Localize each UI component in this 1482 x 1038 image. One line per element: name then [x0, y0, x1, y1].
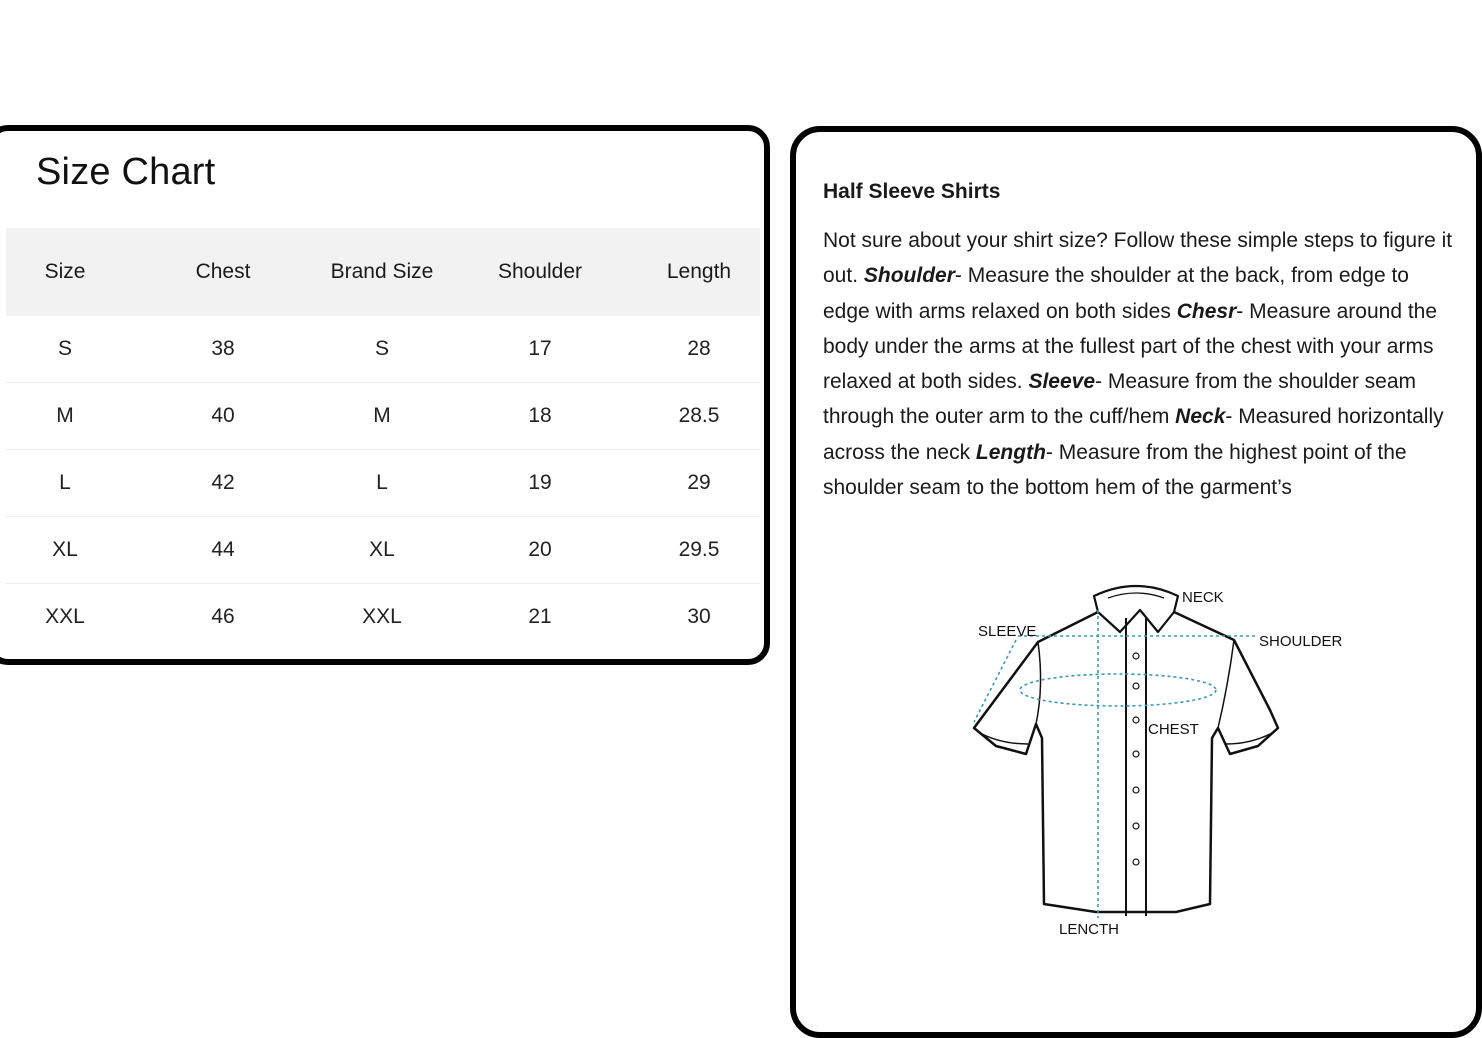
cell-size: XXL	[45, 605, 85, 628]
cell-length: 28.5	[638, 383, 760, 450]
step-text-neck: - Measured horizontally across the neck	[823, 405, 1444, 464]
diagram-label-neck: NECK	[1182, 589, 1224, 606]
cell-length: 29.5	[638, 517, 760, 584]
cell-brand-size: XL	[322, 517, 442, 584]
table-row	[6, 316, 760, 383]
step-term-sleeve: Sleeve	[1028, 370, 1096, 394]
cell-shoulder: 18	[442, 383, 638, 450]
cell-size: M	[6, 383, 124, 450]
step-text-length: - Measure from the highest point of the shoulder seam to the bottom hem of the garment’s	[823, 440, 1407, 500]
table-row	[6, 450, 760, 517]
cell-brand-size: XXL	[362, 605, 402, 628]
size-chart-table	[6, 228, 760, 650]
column-header-length: Length	[638, 228, 760, 316]
measurement-guide-card	[790, 126, 1482, 1038]
cell-length: 28	[638, 316, 760, 383]
column-header-chest: Chest	[124, 228, 322, 316]
cell-chest: 38	[124, 316, 322, 383]
cell-length: 29	[638, 450, 760, 517]
cell-size: L	[6, 450, 124, 517]
cell-size: XL	[6, 517, 124, 584]
table-row	[6, 517, 760, 584]
step-text-shoulder: - Measure the shoulder at the back, from edge to edge with arms relaxed on both sides	[823, 264, 1409, 323]
cell-chest: 42	[124, 450, 322, 517]
step-term-chest: Chesr	[1176, 299, 1237, 323]
step-term-length: Length	[975, 440, 1046, 464]
cell-brand-size: S	[322, 316, 442, 383]
table-row	[6, 383, 760, 450]
step-text-chest: - Measure around the body under the arms at the fullest part of the chest with your arms relaxed at both sides.	[823, 299, 1438, 394]
cell-chest: 46	[211, 605, 235, 628]
shirt-measurement-diagram	[948, 568, 1343, 948]
column-header-brand-size: Brand Size	[322, 228, 442, 316]
diagram-label-length: LENCTH	[1059, 921, 1120, 938]
table-row	[6, 584, 760, 651]
column-header-size: Size	[6, 228, 124, 316]
guide-title: Half Sleeve Shirts	[823, 180, 1001, 203]
cell-size: S	[6, 316, 124, 383]
diagram-label-sleeve: SLEEVE	[978, 623, 1037, 640]
step-term-neck: Neck	[1175, 405, 1226, 429]
cell-shoulder: 20	[442, 517, 638, 584]
cell-shoulder: 21	[528, 605, 552, 628]
cell-brand-size: L	[322, 450, 442, 517]
diagram-label-shoulder: SHOULDER	[1259, 633, 1343, 650]
size-chart-card	[0, 125, 770, 665]
table-header-row	[6, 228, 760, 316]
step-term-shoulder: Shoulder	[863, 264, 955, 288]
cell-length: 30	[687, 605, 711, 628]
cell-chest: 44	[124, 517, 322, 584]
cell-shoulder: 19	[442, 450, 638, 517]
diagram-label-chest: CHEST	[1148, 721, 1199, 738]
cell-shoulder: 17	[442, 316, 638, 383]
cell-brand-size: M	[322, 383, 442, 450]
column-header-shoulder: Shoulder	[442, 228, 638, 316]
guide-instructions	[823, 223, 1453, 505]
step-text-sleeve: - Measure from the shoulder seam through the outer arm to the cuff/hem	[823, 370, 1416, 429]
size-chart-title: Size Chart	[36, 151, 216, 193]
guide-intro: Not sure about your shirt size? Follow these simple steps to figure it out.	[823, 229, 1453, 288]
cell-chest: 40	[124, 383, 322, 450]
